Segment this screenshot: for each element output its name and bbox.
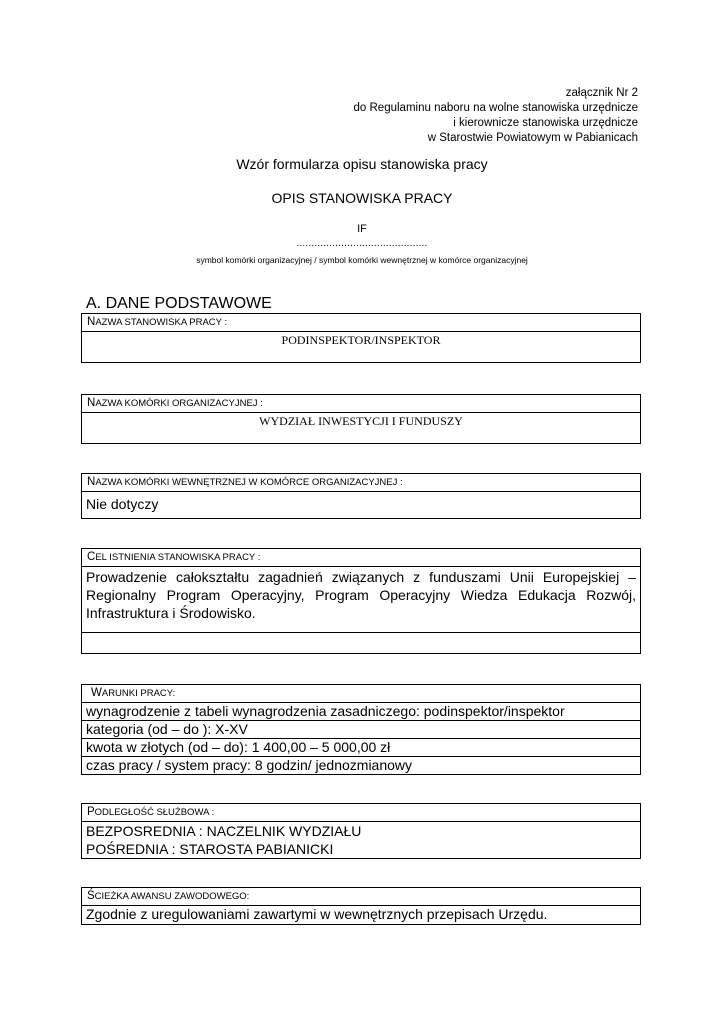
org-unit-value: WYDZIAŁ INWESTYCJI I FUNDUSZY [259,414,463,428]
internal-unit-value: Nie dotyczy [86,496,159,512]
label-text: ARUNKI PRACY: [101,688,176,699]
internal-unit-label [82,474,640,492]
symbol-dotted-line: ............................................ [296,238,428,249]
subordination-label [82,804,640,822]
label-initial: C [87,551,96,563]
label-text: AZWA KOMÓRKI ORGANIZACYJNEJ : [95,398,263,409]
label-text: AZWA KOMÓRKI WEWNĘTRZNEJ W KOMÓRCE ORGANIZACYJNEJ : [95,477,403,488]
direct-superior: BEZPOSREDNIA : NACZELNIK WYDZIAŁU [86,823,362,839]
position-name-box [81,313,641,363]
category-line: kategoria (od – do ): X-XV [82,721,640,739]
label-initial: N [87,397,96,409]
label-initial: N [87,316,96,328]
salary-table-line: wynagrodzenie z tabeli wynagrodzenia zasadniczego: podinspektor/inspektor [82,703,640,721]
subordination-box [81,803,641,859]
label-text: EL ISTNIENIA STANOWISKA PRACY : [95,552,261,563]
career-path-label [82,888,640,906]
attachment-header [354,86,638,146]
indirect-superior: POŚREDNIA : STAROSTA PABIANICKI [86,841,334,857]
career-path-box [81,887,641,925]
position-purpose-box [81,548,641,654]
position-purpose-empty-row [82,633,640,653]
position-name-value: PODINSPEKTOR/INSPEKTOR [281,333,441,347]
label-initial: N [87,476,96,488]
section-a-heading: A. DANE PODSTAWOWE [86,295,272,312]
label-initial: W [91,687,102,699]
attachment-number: załącznik Nr 2 [565,87,638,99]
work-conditions-label [82,685,640,703]
career-path-value: Zgodnie z uregulowaniami zawartymi w wewnętrznych przepisach Urzędu. [86,906,548,922]
attachment-office: w Starostwie Powiatowym w Pabianicach [427,132,638,144]
position-purpose-value: Prowadzenie całokształtu zagadnień związanych z funduszami Unii Europejskiej – Regionalny Program Operacyjny, Program Operacyjny Wiedza Edukacja Rozwój, Infrastruktura i Środowisko. [82,567,640,633]
org-unit-label [82,395,640,413]
attachment-positions: i kierownicze stanowiska urzędnicze [453,117,638,129]
label-initial: P [87,806,95,818]
label-initial: Ś [87,890,95,902]
label-text: AZWA STANOWISKA PRACY : [95,317,228,328]
label-text: ODLEGŁOŚĆ SŁUŻBOWA : [94,807,215,818]
form-title: Wzór formularza opisu stanowiska pracy [236,156,488,172]
salary-amount-line: kwota w złotych (od – do): 1 400,00 – 5 000,00 zł [82,739,640,757]
unit-symbol: IF [357,223,367,235]
internal-unit-box [81,473,641,519]
attachment-regulation: do Regulaminu naboru na wolne stanowiska urzędnicze [353,102,638,114]
org-unit-box [81,394,641,444]
symbol-caption: symbol komórki organizacyjnej / symbol komórki wewnętrznej w komórce organizacyjnej [196,255,528,265]
position-name-label [82,314,640,332]
work-time-line: czas pracy / system pracy: 8 godzin/ jednozmianowy [86,757,413,773]
subordination-value [82,822,640,858]
work-conditions-box [81,684,641,775]
document-title: OPIS STANOWISKA PRACY [271,190,453,206]
position-purpose-label [82,549,640,567]
label-text: CIEŻKA AWANSU ZAWODOWEGO: [94,891,250,902]
